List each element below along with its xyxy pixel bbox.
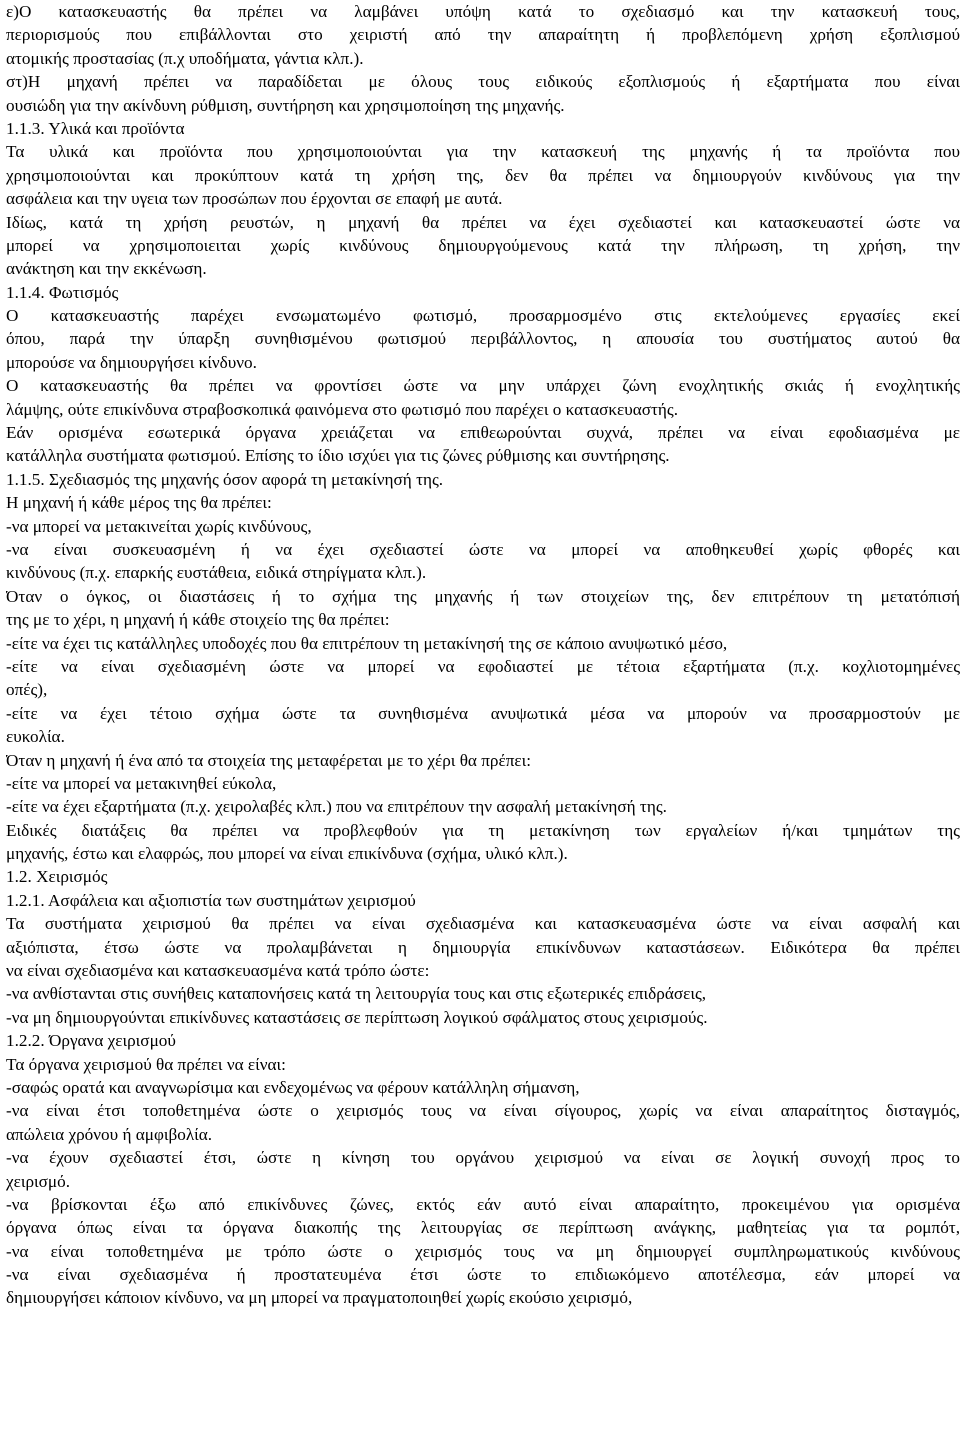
text-line: -να μη δημιουργούνται επικίνδυνες καταστάσεις σε περίπτωση λογικού σφάλματος στους χειρισμούς. bbox=[6, 1007, 708, 1027]
text-line: 1.1.5. Σχεδιασμός της μηχανής όσον αφορά τη μετακίνησή της. bbox=[6, 469, 444, 489]
text-line: Τα όργανα χειρισμού θα πρέπει να είναι: bbox=[6, 1054, 286, 1074]
paragraph bbox=[6, 772, 960, 795]
text-line: περιορισμούς που επιβάλλονται στο χειριστή από την απαραίτητη ή προβλεπόμενη χρήση εξοπλισμού bbox=[6, 25, 960, 45]
text-line: -να μπορεί να μετακινείται χωρίς κινδύνους, bbox=[6, 516, 312, 536]
text-line: αξιόπιστα, έτσω ώστε να προλαμβάνεται η δημιουργία επικίνδυνων καταστάσεων. Ειδικότερα θα πρέπει bbox=[6, 937, 960, 957]
text-line: -να βρίσκονται έξω από επικίνδυνες ζώνες, εκτός εάν αυτό είναι απαραίτητο, προκειμένου για ορισμένα bbox=[6, 1194, 960, 1214]
paragraph bbox=[6, 585, 960, 632]
text-line: απώλεια χρόνου ή αμφιβολία. bbox=[6, 1124, 213, 1144]
paragraph bbox=[6, 749, 960, 772]
paragraph bbox=[6, 819, 960, 866]
text-line: μηχανής, έστω και ελαφρώς, που μπορεί να είναι επικίνδυνα (σχήμα, υλικό κλπ.). bbox=[6, 844, 568, 864]
text-line: -να ανθίστανται στις συνήθεις καταπονήσεις κατά τη λειτουργία τους και στις εξωτερικές επιδράσεις, bbox=[6, 984, 707, 1004]
text-line: Ειδικές διατάξεις θα πρέπει να προβλεφθούν για τη μετακίνηση των εργαλείων ή/και τμημάτων της bbox=[6, 820, 960, 840]
text-line: ατομικής προστασίας (π.χ υποδήματα, γάντια κλπ.). bbox=[6, 48, 364, 68]
paragraph bbox=[6, 211, 960, 281]
paragraph bbox=[6, 1099, 960, 1146]
text-line: μπορούσε να δημιουργήσει κίνδυνο. bbox=[6, 352, 257, 372]
text-line: Όταν ο όγκος, οι διαστάσεις ή το σχήμα της μηχανής ή των στοιχείων της, δεν επιτρέπουν τη μετατόπισή bbox=[6, 586, 960, 606]
text-line: ε)Ο κατασκευαστής θα πρέπει να λαμβάνει υπόψη κατά το σχεδιασμό και την κατασκευή τους, bbox=[6, 2, 960, 21]
paragraph bbox=[6, 1193, 960, 1240]
text-line: -είτε να μπορεί να μετακινηθεί εύκολα, bbox=[6, 773, 277, 793]
paragraph bbox=[6, 70, 960, 117]
paragraph bbox=[6, 1029, 960, 1052]
paragraph bbox=[6, 912, 960, 982]
paragraph bbox=[6, 468, 960, 491]
paragraph bbox=[6, 1076, 960, 1099]
text-line: 1.2. Χειρισμός bbox=[6, 867, 108, 887]
text-line: -να είναι συσκευασμένη ή να έχει σχεδιαστεί ώστε να μπορεί να αποθηκευθεί χωρίς φθορές και bbox=[6, 539, 960, 559]
text-line: -να έχουν σχεδιαστεί έτσι, ώστε η κίνηση του οργάνου χειρισμού να είναι σε λογική συνοχή προς το bbox=[6, 1148, 960, 1168]
paragraph bbox=[6, 538, 960, 585]
text-line: μπορεί να χρησιμοποιειται χωρίς κινδύνους δημιουργούμενους κατά την πλήρωση, τη χρήση, την bbox=[6, 235, 960, 255]
paragraph bbox=[6, 865, 960, 888]
text-line: ανάκτηση και την εκκένωση. bbox=[6, 259, 207, 279]
paragraph bbox=[6, 1240, 960, 1263]
paragraph bbox=[6, 795, 960, 818]
paragraph bbox=[6, 374, 960, 421]
text-line: Ο κατασκευαστής παρέχει ενσωματωμένο φωτισμό, προσαρμοσμένο στις εκτελούμενες εργασίες εκεί bbox=[6, 306, 960, 326]
text-line: -είτε να είναι σχεδιασμένη ώστε να μπορεί να εφοδιαστεί με τέτοια εξαρτήματα (π.χ. κοχλιοτομημένες bbox=[6, 656, 960, 676]
text-line: Τα υλικά και προϊόντα που χρησιμοποιούνται για την κατασκευή της μηχανής ή τα προϊόντα που bbox=[6, 142, 960, 162]
text-line: 1.1.4. Φωτισμός bbox=[6, 282, 119, 302]
paragraph bbox=[6, 117, 960, 140]
paragraph bbox=[6, 421, 960, 468]
paragraph bbox=[6, 304, 960, 374]
paragraph bbox=[6, 982, 960, 1005]
text-line: Η μηχανή ή κάθε μέρος της θα πρέπει: bbox=[6, 493, 272, 513]
paragraph bbox=[6, 1146, 960, 1193]
text-line: όπου, παρά την ύπαρξη συνηθισμένου φωτισμού περιβάλλοντος, η απουσία του συστήματος αυτού θα bbox=[6, 329, 960, 349]
text-line: ουσιώδη για την ακίνδυνη ρύθμιση, συντήρηση και χρησιμοποίηση της μηχανής. bbox=[6, 95, 565, 115]
paragraph bbox=[6, 1263, 960, 1310]
paragraph bbox=[6, 1053, 960, 1076]
text-line: 1.2.1. Ασφάλεια και αξιοπιστία των συστημάτων χειρισμού bbox=[6, 890, 416, 910]
text-line: 1.2.2. Όργανα χειρισμού bbox=[6, 1031, 176, 1051]
text-line: ασφάλεια και την υγεια των προσώπων που έρχονται σε επαφή με αυτά. bbox=[6, 189, 503, 209]
text-line: Εάν ορισμένα εσωτερικά όργανα χρειάζεται να επιθεωρούνται συχνά, πρέπει να είναι εφοδιασμένα με bbox=[6, 423, 960, 443]
paragraph bbox=[6, 632, 960, 655]
text-line: -είτε να έχει τις κατάλληλες υποδοχές που θα επιτρέπουν τη μετακίνησή της σε κάποιο ανυψωτικό μέσο, bbox=[6, 633, 728, 653]
text-line: να είναι σχεδιασμένα και κατασκευασμένα κατά τρόπο ώστε: bbox=[6, 961, 430, 981]
text-line: κατάλληλα συστήματα φωτισμού. Επίσης το ίδιο ισχύει για τις ζώνες ρύθμισης και συντήρησης. bbox=[6, 446, 670, 466]
text-line: -να είναι σχεδιασμένα ή προστατευμένα έτσι ώστε το επιδιωκόμενο αποτέλεσμα, εάν μπορεί να bbox=[6, 1265, 960, 1285]
text-line: -να είναι έτσι τοποθετημένα ώστε ο χειρισμός τους να είναι σίγουρος, χωρίς να είναι απαραίτητος δισταγμός, bbox=[6, 1101, 960, 1121]
text-line: οπές), bbox=[6, 680, 48, 700]
text-line: Τα συστήματα χειρισμού θα πρέπει να είναι σχεδιασμένα και κατασκευασμένα ώστε να είναι ασφαλή και bbox=[6, 914, 960, 934]
text-line: Ιδίως, κατά τη χρήση ρευστών, η μηχανή θα πρέπει να έχει σχεδιαστεί και κατασκευαστεί ώστε να bbox=[6, 212, 960, 232]
text-line: στ)Η μηχανή πρέπει να παραδίδεται με όλους τους ειδικούς εξοπλισμούς ή εξαρτήματα που είναι bbox=[6, 72, 960, 92]
paragraph bbox=[6, 655, 960, 702]
text-line: της με το χέρι, η μηχανή ή κάθε στοιχείο της θα πρέπει: bbox=[6, 610, 390, 630]
paragraph bbox=[6, 0, 960, 70]
text-line: όργανα όπως είναι τα όργανα διακοπής της λειτουργίας σε περίπτωση ανάγκης, μαθητείας για τα ρομπότ, bbox=[6, 1218, 960, 1238]
text-line: -σαφώς ορατά και αναγνωρίσιμα και ενδεχομένως να φέρουν κατάλληλη σήμανση, bbox=[6, 1077, 580, 1097]
text-line: 1.1.3. Υλικά και προϊόντα bbox=[6, 118, 185, 138]
paragraph bbox=[6, 140, 960, 210]
paragraph bbox=[6, 281, 960, 304]
paragraph bbox=[6, 491, 960, 514]
text-line: -είτε να έχει τέτοιο σχήμα ώστε τα συνηθισμένα ανυψωτικά μέσα να μπορούν να προσαρμοστούν με bbox=[6, 703, 960, 723]
text-line: δημιουργήσει κάποιον κίνδυνο, να μη μπορεί να πραγματοποιηθεί χωρίς εκούσιο χειρισμό, bbox=[6, 1288, 633, 1308]
paragraph bbox=[6, 889, 960, 912]
text-line: ευκολία. bbox=[6, 727, 65, 747]
text-line: Όταν η μηχανή ή ένα από τα στοιχεία της μεταφέρεται με το χέρι θα πρέπει: bbox=[6, 750, 531, 770]
text-line: -είτε να έχει εξαρτήματα (π.χ. χειρολαβές κλπ.) που να επιτρέπουν την ασφαλή μετακίνησή της. bbox=[6, 797, 667, 817]
text-line: χρησιμοποιούνται και προκύπτουν κατά τη χρήση της, δεν θα πρέπει να δημιουργούν κινδύνους για την bbox=[6, 165, 960, 185]
text-line: κινδύνους (π.χ. επαρκής ευστάθεια, ειδικά στηρίγματα κλπ.). bbox=[6, 563, 427, 583]
paragraph bbox=[6, 702, 960, 749]
text-line: λάμψης, ούτε επικίνδυνα στραβοσκοπικά φαινόμενα στο φωτισμό που παρέχει ο κατασκευαστής. bbox=[6, 399, 679, 419]
text-line: χειρισμό. bbox=[6, 1171, 71, 1191]
text-line: Ο κατασκευαστής θα πρέπει να φροντίσει ώστε να μην υπάρχει ζώνη ενοχλητικής σκιάς ή ενοχλητικής bbox=[6, 376, 960, 396]
paragraph bbox=[6, 1006, 960, 1029]
text-line: -να είναι τοποθετημένα με τρόπο ώστε ο χειρισμός τους να μη δημιουργεί συμπληρωματικούς κινδύνους bbox=[6, 1241, 960, 1261]
paragraph bbox=[6, 515, 960, 538]
